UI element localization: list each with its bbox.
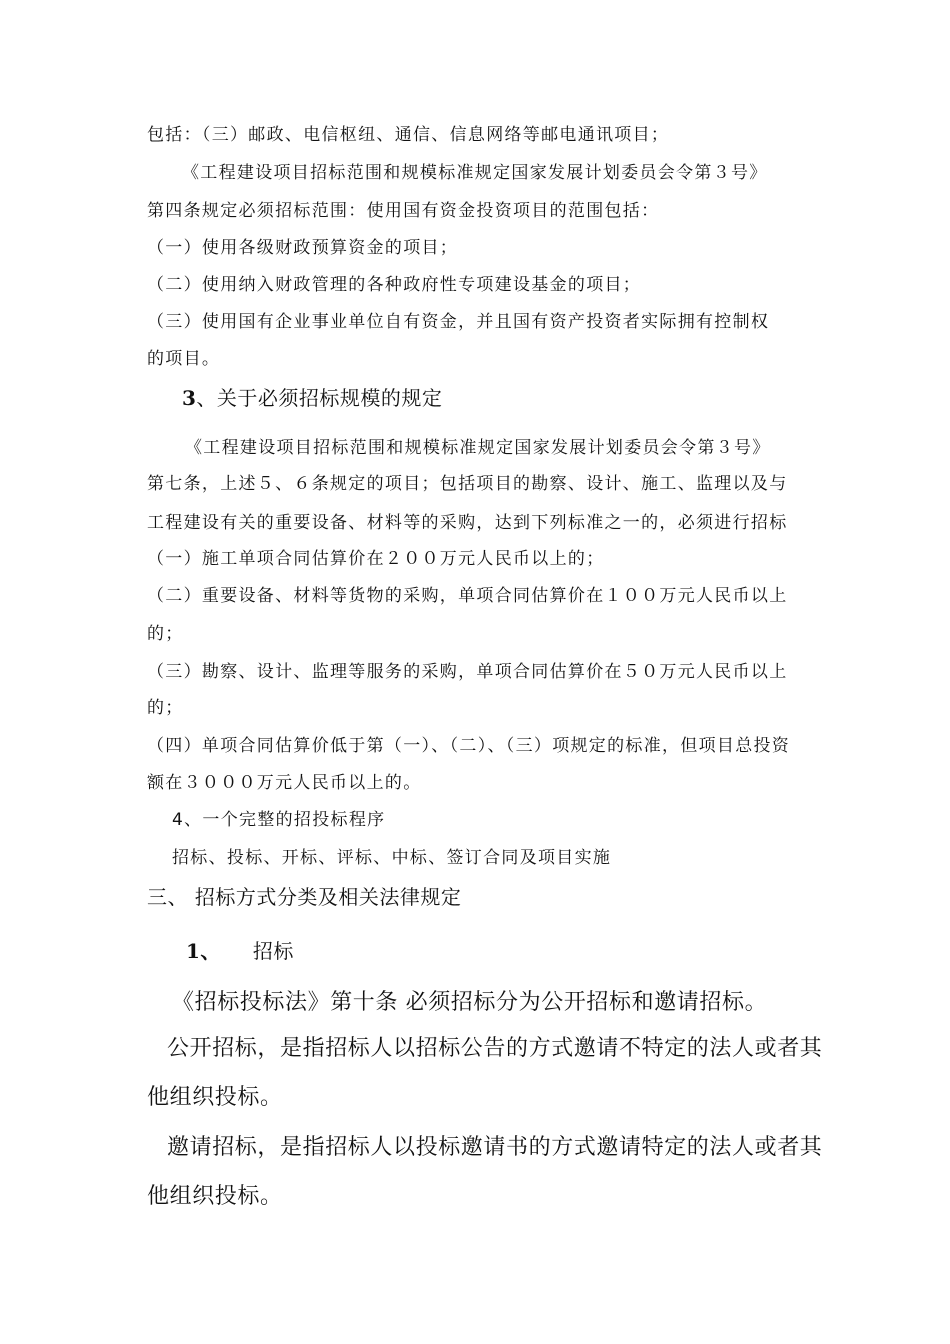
list-item: （三）勘察、设计、监理等服务的采购，单项合同估算价在５０万元人民币以上 bbox=[147, 662, 788, 682]
subsection-heading bbox=[186, 935, 294, 964]
text-line: 包括：（三）邮政、电信枢纽、通信、信息网络等邮电通讯项目； bbox=[147, 125, 670, 145]
text-line: 第四条规定必须招标范围：使用国有资金投资项目的范围包括： bbox=[147, 201, 660, 221]
text-line: 的； bbox=[147, 624, 184, 644]
text-line: 招标、投标、开标、评标、中标、签订合同及项目实施 bbox=[172, 848, 612, 868]
text-line: 公开招标，是指招标人以招标公告的方式邀请不特定的法人或者其 bbox=[167, 1036, 823, 1061]
list-item: （一）施工单项合同估算价在２００万元人民币以上的； bbox=[147, 549, 605, 569]
text-line: 《工程建设项目招标范围和规模标准规定国家发展计划委员会令第３号》 bbox=[185, 438, 771, 458]
text-line: 《工程建设项目招标范围和规模标准规定国家发展计划委员会令第３号》 bbox=[182, 163, 768, 183]
list-item: （一）使用各级财政预算资金的项目； bbox=[147, 238, 459, 258]
section-title: 、关于必须招标规模的规定 bbox=[196, 386, 443, 410]
text-line: 邀请招标，是指招标人以投标邀请书的方式邀请特定的法人或者其 bbox=[167, 1135, 823, 1160]
part-heading: 三、 招标方式分类及相关法律规定 bbox=[147, 885, 462, 909]
list-item: （二）使用纳入财政管理的各种政府性专项建设基金的项目； bbox=[147, 275, 642, 295]
text-line: 他组织投标。 bbox=[147, 1085, 283, 1110]
list-item: （二）重要设备、材料等货物的采购，单项合同估算价在１００万元人民币以上 bbox=[147, 586, 788, 606]
text-line: 他组织投标。 bbox=[147, 1184, 283, 1209]
subsection-number: 1、 bbox=[186, 939, 221, 963]
text-line: 的； bbox=[147, 698, 184, 718]
section-number: 3 bbox=[182, 386, 197, 410]
section-heading bbox=[182, 382, 442, 411]
list-item: （三）使用国有企业事业单位自有资金，并且国有资产投资者实际拥有控制权 bbox=[147, 312, 770, 332]
text-line: 的项目。 bbox=[147, 349, 221, 369]
text-line: 《招标投标法》第十条 必须招标分为公开招标和邀请招标。 bbox=[172, 990, 768, 1015]
text-line: 第七条，上述５、６条规定的项目；包括项目的勘察、设计、施工、监理以及与 bbox=[147, 474, 788, 494]
text-line: 工程建设有关的重要设备、材料等的采购，达到下列标准之一的，必须进行招标 bbox=[147, 513, 788, 533]
text-line: 额在３０００万元人民币以上的。 bbox=[147, 773, 422, 793]
subsection-title: 招标 bbox=[252, 939, 294, 963]
section-heading: 4、一个完整的招投标程序 bbox=[172, 810, 386, 830]
list-item: （四）单项合同估算价低于第（一）、（二）、（三）项规定的标准，但项目总投资 bbox=[147, 736, 791, 756]
